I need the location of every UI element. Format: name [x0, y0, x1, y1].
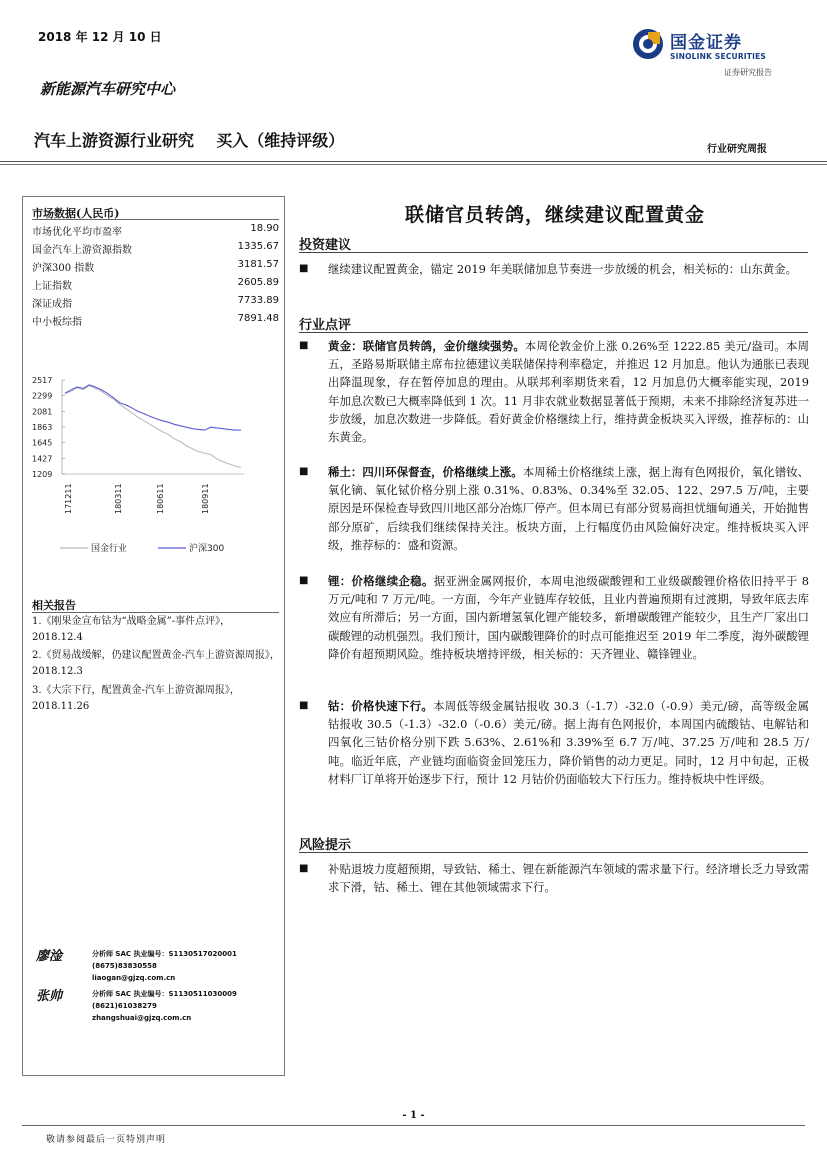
header-divider-thin	[0, 164, 827, 165]
section-rule	[299, 252, 808, 253]
logo-text-cn: 国金证券	[670, 33, 742, 53]
paragraph-risk: ■ 补贴退坡力度超预期，导致钴、稀土、锂在新能源汽车领域的需求量下行。经济增长乏力导致需求下滑，钴、稀土、锂在其他领域需求下行。	[299, 862, 809, 895]
legend-label: 国金行业	[91, 544, 128, 554]
y-tick-label: 1645	[32, 438, 53, 448]
related-report-item[interactable]: 1.《刚果金宣布钴为“战略金属”-事件点评》，2018.12.4	[32, 616, 231, 643]
paragraph-lithium: ■ 锂：价格继续企稳。据亚洲金属网报价，本周电池级碳酸锂和工业级碳酸锂价格依旧持平于 8 万元/吨和 7 万元/吨。一方面，今年产业链库存较低，且业内普遍预期有过渡期，导致年底去库效应有所滞后；另一方面，国内新增氢氧化锂产能较多，新增碳酸锂产能较少，且生产厂家出口碳酸锂的动机强烈。我们预计，国内碳酸锂降价的时点可能推迟至 2019 年二季度，海外碳酸锂降价有超预期风险。维持板块增持评级，相关标的：天齐锂业、赣锋锂业。	[299, 574, 809, 661]
square-bullet-icon: ■	[299, 263, 309, 274]
x-tick-label: 180611	[156, 483, 165, 514]
x-tick-label: 171211	[64, 483, 73, 514]
y-tick-label: 2299	[32, 391, 53, 401]
related-reports-title: 相关报告	[32, 599, 76, 612]
research-center: 新能源汽车研究中心	[40, 80, 176, 98]
legend-label: 沪深300	[189, 544, 225, 554]
report-date: 2018 年 12 月 10 日	[38, 30, 162, 44]
analyst-name: 廖淦	[36, 949, 63, 964]
market-row: 深证成指 7733.89	[32, 295, 279, 310]
section-heading-investment: 投资建议	[299, 238, 352, 253]
y-tick-label: 2081	[32, 407, 53, 417]
analyst-info: 分析师 SAC 执业编号：S1130517020001 (8675)83830558 liaogan@gjzq.com.cn	[92, 950, 237, 982]
x-tick-label: 180911	[201, 483, 210, 514]
section-heading-risk: 风险提示	[299, 838, 352, 853]
market-row: 上证指数 2605.89	[32, 277, 279, 292]
section-rule	[299, 852, 808, 853]
related-reports-rule	[32, 612, 279, 613]
square-bullet-icon: ■	[299, 340, 309, 351]
index-chart	[30, 370, 280, 570]
related-report-item[interactable]: 2.《贸易战缓解，仍建议配置黄金-汽车上游资源周报》，2018.12.3	[32, 650, 280, 677]
related-report-item[interactable]: 3.《大宗下行，配置黄金-汽车上游资源周报》，2018.11.26	[32, 685, 240, 712]
analyst-info: 分析师 SAC 执业编号：S1130511030009 (8621)61038279 zhangshuai@gjzq.com.cn	[92, 990, 237, 1022]
paragraph-rare-earth: ■ 稀土：四川环保督查，价格继续上涨。本周稀土价格继续上涨，据上海有色网报价，氧化镨钕、氧化镝、氧化铽价格分别上涨 0.31%、0.83%、0.34%至 32.05、122、297.5 万/吨，主要原因是环保检查导致四川地区部分冶炼厂停产。但本周已有部分贸易商担忧缅甸通关，开始抛售部分原矿，后续我们继续保持关注。板块方面，上行幅度仍由风险偏好决定。维持板块买入评级，推荐标的：盛和资源。	[299, 465, 809, 552]
paragraph-investment: ■ 继续建议配置黄金，锚定 2019 年美联储加息节奏进一步放缓的机会，相关标的：山东黄金。	[299, 260, 809, 278]
series-line-csi300	[65, 385, 241, 430]
logo-text-en: SINOLINK SECURITIES	[670, 52, 767, 61]
market-row: 沪深300 指数 3181.57	[32, 259, 279, 274]
square-bullet-icon: ■	[299, 466, 309, 477]
market-row: 中小板综指 7891.48	[32, 313, 279, 328]
logo-subtitle: 证券研究报告	[724, 68, 772, 77]
market-data-title: 市场数据(人民币)	[32, 207, 120, 220]
report-title: 汽车上游资源行业研究 买入（维持评级）	[34, 131, 345, 150]
report-type: 行业研究周报	[707, 144, 767, 155]
square-bullet-icon: ■	[299, 863, 309, 874]
x-tick-label: 180311	[114, 483, 123, 514]
market-data-rule	[32, 219, 279, 220]
y-tick-label: 2517	[32, 376, 53, 385]
page-number: - 1 -	[402, 1110, 425, 1121]
section-rule	[299, 332, 808, 333]
footer-rule	[22, 1125, 805, 1126]
market-row: 市场优化平均市盈率 18.90	[32, 223, 279, 238]
y-tick-label: 1863	[32, 423, 53, 432]
y-tick-label: 1209	[32, 470, 53, 479]
main-title: 联储官员转鸽，继续建议配置黄金	[404, 204, 705, 226]
disclaimer-note: 敬请参阅最后一页特别声明	[46, 1135, 167, 1145]
square-bullet-icon: ■	[299, 575, 309, 586]
y-tick-label: 1427	[32, 454, 53, 464]
series-line-industry	[65, 386, 241, 468]
market-row: 国金汽车上游资源指数 1335.67	[32, 241, 279, 256]
header-divider	[0, 161, 827, 162]
square-bullet-icon: ■	[299, 700, 309, 711]
section-heading-industry: 行业点评	[299, 318, 352, 333]
analyst-name: 张帅	[36, 989, 63, 1004]
logo-mark-icon	[632, 28, 664, 60]
paragraph-cobalt: ■ 钴：价格快速下行。本周低等级金属钴报收 30.3（-1.7）-32.0（-0.9）美元/磅，高等级金属钴报收 30.5（-1.3）-32.0（-0.6）美元/磅。据上海有色网报价，本周国内硫酸钴、电解钴和四氧化三钴价格分别下跌 5.63%、2.61%和 3.39%至 6.7 万/吨、37.25 万/吨和 28.5 万/吨。临近年底，产业链均面临资金回笼压力，降价销售的动力更足。同时，12 月中旬起，正极材料厂订单将开始逐步下行，预计 12 月钴价仍面临较大下行压力。维持板块中性评级。	[299, 699, 809, 786]
paragraph-gold: ■ 黄金：联储官员转鸽，金价继续强势。本周伦敦金价上涨 0.26%至 1222.85 美元/盎司。本周五，圣路易斯联储主席布拉德建议美联储保持利率稳定，并推迟 12 月加息。他认为通胀已表现出降温现象，存在暂停加息的理由。从联邦利率期货来看，12 月加息仍大概率能实现，2019 年加息次数已大概率降低到 1 次。11 月非农就业数据显著低于预期，未来不排除经济复苏进一步放缓，加息次数进一步降低。看好黄金价格继续上行，维持黄金板块买入评级，推荐标的：山东黄金。	[299, 339, 809, 445]
